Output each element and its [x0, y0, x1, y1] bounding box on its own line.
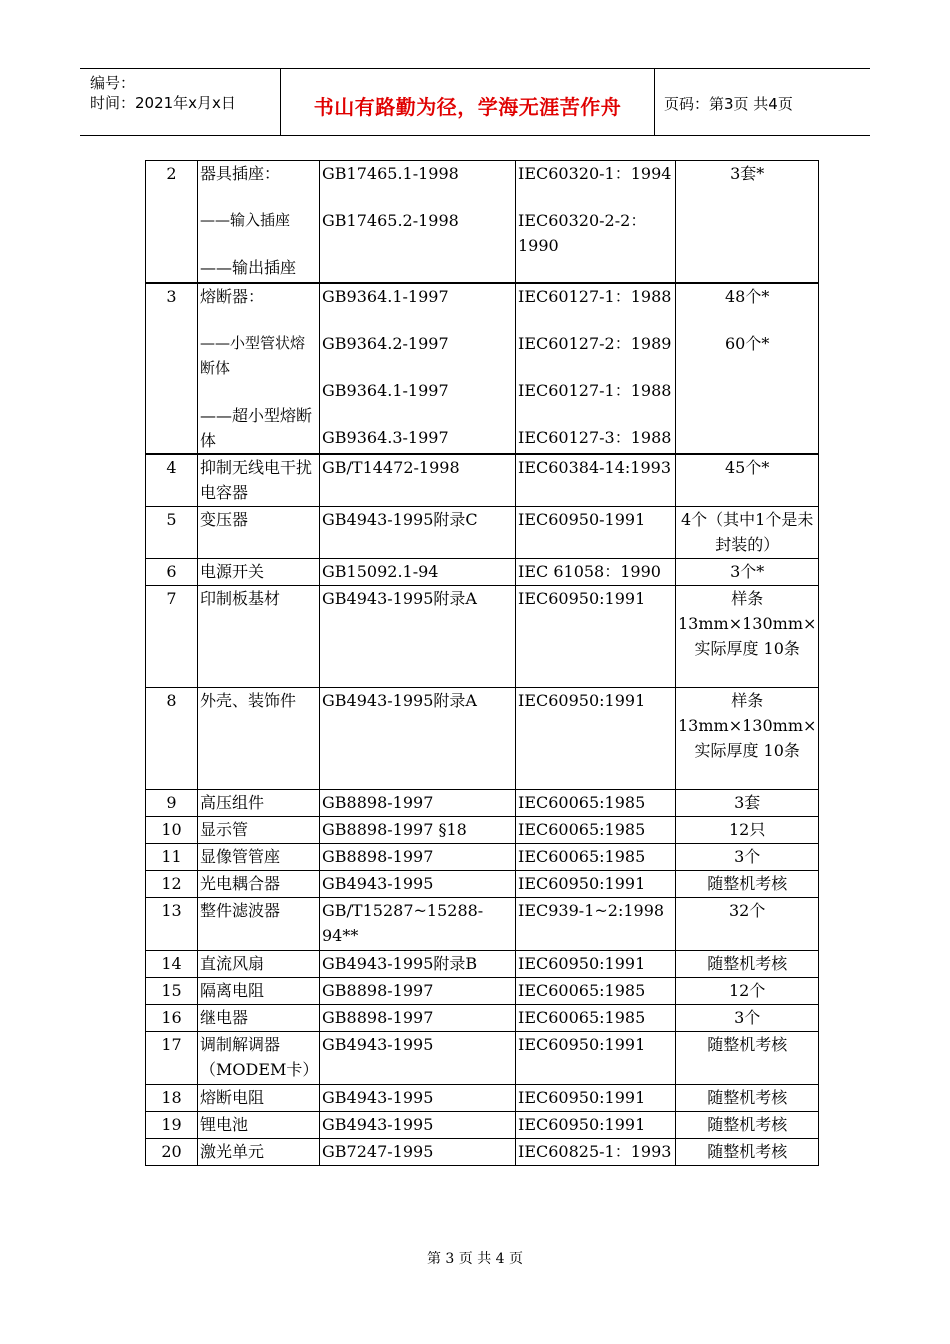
- gb-standard: GB8898-1997: [320, 1005, 516, 1032]
- iec-standard-line: IEC60127-1：1988: [518, 286, 672, 306]
- quantity: 3套: [676, 790, 819, 817]
- iec-standard: IEC60825-1：1993: [516, 1139, 676, 1166]
- quantity-line: 60个*: [725, 333, 770, 353]
- row-number: 14: [146, 951, 198, 978]
- row-number: 10: [146, 817, 198, 844]
- component-name: 变压器: [198, 507, 320, 559]
- component-subtype: ——输入插座: [200, 211, 291, 229]
- iec-standard: IEC 61058：1990: [516, 559, 676, 586]
- table-row: [146, 161, 819, 283]
- iec-standard-line: IEC60127-3：1988: [518, 427, 672, 447]
- gb-standard: GB4943-1995: [320, 1085, 516, 1112]
- table-row: [146, 951, 819, 978]
- iec-standard-line: IEC60127-2：1989: [518, 333, 672, 353]
- iec-standard: IEC60384-14:1993: [516, 454, 676, 507]
- gb-standard: [320, 161, 516, 283]
- quantity: 样条13mm×130mm×实际厚度 10条: [676, 586, 819, 688]
- gb-standard: [320, 283, 516, 454]
- iec-standard: IEC60065:1985: [516, 817, 676, 844]
- gb-standard-line: GB9364.2-1997: [322, 333, 449, 353]
- quantity: 随整机考核: [676, 1139, 819, 1166]
- component-name: 电源开关: [198, 559, 320, 586]
- page-header: [80, 68, 870, 136]
- table-row: [146, 559, 819, 586]
- gb-standard: GB4943-1995附录C: [320, 507, 516, 559]
- quantity: 4个（其中1个是未封装的）: [676, 507, 819, 559]
- iec-standard: IEC60950:1991: [516, 688, 676, 790]
- row-number: 12: [146, 871, 198, 898]
- iec-standard: IEC60950:1991: [516, 586, 676, 688]
- table-row: [146, 586, 819, 688]
- component-name: 整件滤波器: [198, 898, 320, 951]
- component-name-main: 器具插座：: [200, 164, 281, 183]
- iec-standard: [516, 283, 676, 454]
- row-number: 13: [146, 898, 198, 951]
- gb-standard-line: GB17465.2-1998: [322, 211, 459, 230]
- gb-standard: GB4943-1995: [320, 1032, 516, 1085]
- quantity: 随整机考核: [676, 1085, 819, 1112]
- iec-standard: IEC939-1~2:1998: [516, 898, 676, 951]
- gb-standard: GB8898-1997 §18: [320, 817, 516, 844]
- quantity: 样条13mm×130mm×实际厚度 10条: [676, 688, 819, 790]
- table-row: [146, 454, 819, 507]
- quantity: 3个*: [676, 559, 819, 586]
- component-name: 外壳、装饰件: [198, 688, 320, 790]
- gb-standard: GB4943-1995附录A: [320, 586, 516, 688]
- component-name: [198, 283, 320, 454]
- table-row: [146, 817, 819, 844]
- row-number: 16: [146, 1005, 198, 1032]
- row-number: 4: [146, 454, 198, 507]
- component-name: 激光单元: [198, 1139, 320, 1166]
- table-row: [146, 898, 819, 951]
- table-row: [146, 1032, 819, 1085]
- date-label: 时间：2021年x月x日: [90, 94, 236, 112]
- gb-standard-line: GB17465.1-1998: [322, 164, 459, 183]
- quantity: 3个: [676, 1005, 819, 1032]
- gb-standard: GB8898-1997: [320, 790, 516, 817]
- component-name: 熔断电阻: [198, 1085, 320, 1112]
- table-row: [146, 1139, 819, 1166]
- row-number: 15: [146, 978, 198, 1005]
- table-row: [146, 283, 819, 454]
- row-number: 7: [146, 586, 198, 688]
- table-row: [146, 1005, 819, 1032]
- quantity: 32个: [676, 898, 819, 951]
- iec-standard: IEC60950:1991: [516, 1085, 676, 1112]
- gb-standard: GB4943-1995附录A: [320, 688, 516, 790]
- quantity-line: 3套*: [730, 164, 765, 183]
- row-number: 20: [146, 1139, 198, 1166]
- row-number: 5: [146, 507, 198, 559]
- component-name: 高压组件: [198, 790, 320, 817]
- iec-standard: IEC60065:1985: [516, 790, 676, 817]
- table-row: [146, 871, 819, 898]
- iec-standard: IEC60950:1991: [516, 871, 676, 898]
- iec-standard: IEC60065:1985: [516, 978, 676, 1005]
- iec-standard: IEC60950:1991: [516, 951, 676, 978]
- component-name: 显像管管座: [198, 844, 320, 871]
- row-number: 11: [146, 844, 198, 871]
- row-number: 17: [146, 1032, 198, 1085]
- header-left: [90, 73, 236, 113]
- quantity: 45个*: [676, 454, 819, 507]
- component-name: 锂电池: [198, 1112, 320, 1139]
- component-subtype: ——小型管状熔断体: [200, 333, 306, 377]
- component-subtype: ——超小型熔断体: [200, 405, 313, 450]
- component-name: [198, 161, 320, 283]
- component-subtype: ——输出插座: [200, 258, 297, 277]
- component-name: 继电器: [198, 1005, 320, 1032]
- table-row: [146, 1112, 819, 1139]
- table-row: [146, 978, 819, 1005]
- iec-standard: IEC60950:1991: [516, 1032, 676, 1085]
- quantity: [676, 161, 819, 283]
- quantity: 3个: [676, 844, 819, 871]
- component-name: 显示管: [198, 817, 320, 844]
- iec-standard-line: IEC60320-1：1994: [518, 164, 672, 183]
- code-label: 编号：: [90, 74, 136, 92]
- gb-standard: GB/T15287~15288-94**: [320, 898, 516, 951]
- quantity-line: 48个*: [725, 286, 770, 306]
- component-name: 印制板基材: [198, 586, 320, 688]
- iec-standard: IEC60950-1991: [516, 507, 676, 559]
- quantity: 随整机考核: [676, 871, 819, 898]
- quantity: 12只: [676, 817, 819, 844]
- page-number-label: 页码：第3页 共4页: [664, 95, 793, 113]
- header-divider: [654, 69, 655, 135]
- row-number: 9: [146, 790, 198, 817]
- gb-standard: GB8898-1997: [320, 978, 516, 1005]
- gb-standard-line: GB9364.3-1997: [322, 427, 449, 447]
- iec-standard: IEC60950:1991: [516, 1112, 676, 1139]
- gb-standard: GB15092.1-94: [320, 559, 516, 586]
- table-row: [146, 844, 819, 871]
- gb-standard: GB4943-1995: [320, 1112, 516, 1139]
- component-name: 抑制无线电干扰电容器: [198, 454, 320, 507]
- quantity: 随整机考核: [676, 951, 819, 978]
- gb-standard: GB/T14472-1998: [320, 454, 516, 507]
- quantity: 12个: [676, 978, 819, 1005]
- quantity: 随整机考核: [676, 1032, 819, 1085]
- gb-standard: GB4943-1995附录B: [320, 951, 516, 978]
- quantity: 随整机考核: [676, 1112, 819, 1139]
- table-row: [146, 790, 819, 817]
- row-number: 18: [146, 1085, 198, 1112]
- standards-table: [145, 160, 819, 1166]
- iec-standard: [516, 161, 676, 283]
- table-row: [146, 688, 819, 790]
- component-name: 调制解调器（MODEM卡）: [198, 1032, 320, 1085]
- header-motto: 书山有路勤为径，学海无涯苦作舟: [313, 95, 622, 119]
- row-number: 8: [146, 688, 198, 790]
- iec-standard: IEC60065:1985: [516, 1005, 676, 1032]
- row-number: 2: [146, 161, 198, 283]
- component-name: 光电耦合器: [198, 871, 320, 898]
- table-row: [146, 1085, 819, 1112]
- quantity: [676, 283, 819, 454]
- gb-standard: GB7247-1995: [320, 1139, 516, 1166]
- iec-standard: IEC60065:1985: [516, 844, 676, 871]
- row-number: 6: [146, 559, 198, 586]
- gb-standard: GB8898-1997: [320, 844, 516, 871]
- component-name: 直流风扇: [198, 951, 320, 978]
- component-name: 隔离电阻: [198, 978, 320, 1005]
- table-row: [146, 507, 819, 559]
- iec-standard-line: IEC60127-1：1988: [518, 380, 672, 400]
- row-number: 19: [146, 1112, 198, 1139]
- iec-standard-line: IEC60320-2-2：1990: [518, 211, 647, 255]
- page-footer: 第 3 页 共 4 页: [426, 1251, 524, 1267]
- row-number: 3: [146, 283, 198, 454]
- gb-standard-line: GB9364.1-1997: [322, 286, 449, 306]
- gb-standard-line: GB9364.1-1997: [322, 380, 449, 400]
- gb-standard: GB4943-1995: [320, 871, 516, 898]
- component-name-main: 熔断器：: [200, 286, 265, 306]
